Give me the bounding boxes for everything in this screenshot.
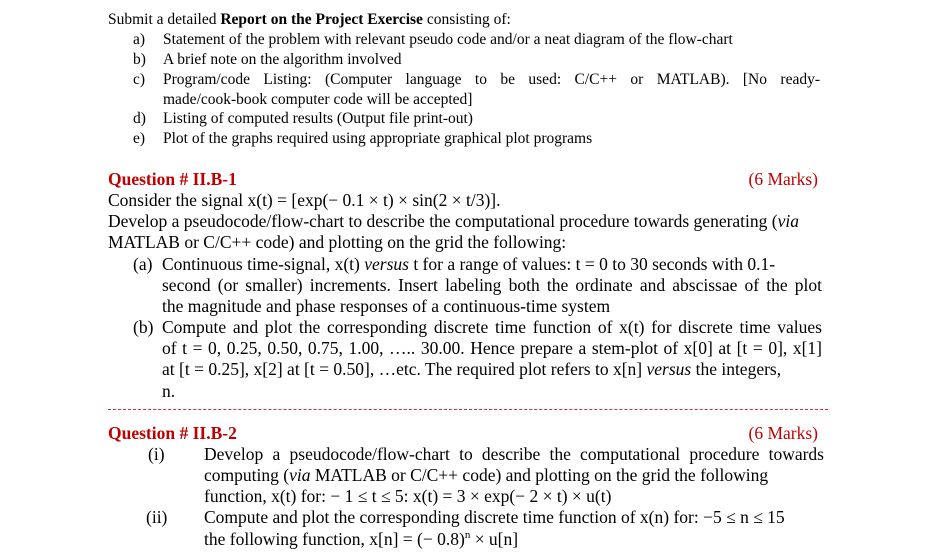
text: MATLAB	[108, 232, 180, 252]
part-i-label: (i)	[148, 444, 165, 464]
submit-item-text: made/cook-book computer code will be accepted]	[163, 91, 473, 108]
text: computing (	[204, 465, 290, 485]
part-a-line-1	[162, 256, 775, 274]
text: t for a range of values: t = 0 to 30 seconds with 0.1-	[408, 254, 776, 274]
part-i-line-2	[204, 467, 768, 485]
text: MATLAB or C/C++ code) and plotting on the grid the following	[310, 465, 769, 485]
text-italic: versus	[364, 254, 409, 274]
submit-intro	[108, 12, 511, 28]
submit-item-text: Plot of the graphs required using appropriate graphical plot programs	[163, 130, 593, 147]
submit-item-label: a)	[133, 31, 146, 48]
part-b-label: (b)	[133, 317, 154, 337]
part-b-line-1: Compute and plot the corresponding discrete time function of x(t) for discrete time values	[162, 317, 822, 337]
part-ii-label: (ii)	[146, 507, 168, 527]
text: at [t = 0.25], x[2] at [t = 0.50], …etc. The required plot refers to x[n]	[162, 359, 647, 379]
question-1-title: Question # II.B-1	[108, 169, 237, 189]
text: the following function, x[n] = (− 0.8)	[204, 528, 465, 549]
part-b-line-4: n.	[162, 381, 176, 401]
text: or C/C++ code) and plotting on the grid the following:	[179, 232, 567, 252]
submit-item-label: d)	[133, 110, 146, 127]
text: the integers,	[691, 359, 782, 379]
superscript: n	[464, 529, 471, 541]
text: Continuous time-signal, x(t)	[162, 254, 365, 274]
question-2-title: Question # II.B-2	[108, 423, 237, 443]
part-ii-line-2	[204, 530, 518, 548]
submit-intro-prefix: Submit a detailed	[108, 11, 221, 28]
submit-intro-bold: Report on the Project Exercise	[220, 11, 423, 28]
part-a-line-2: second (or smaller) increments. Insert labeling both the ordinate and abscissae of the plot	[162, 275, 822, 295]
submit-intro-suffix: consisting of:	[422, 11, 511, 28]
text: × u[n]	[470, 528, 519, 549]
section-divider	[108, 409, 828, 410]
question-1-marks: (6 Marks)	[748, 169, 818, 189]
part-b-line-3	[162, 361, 781, 379]
submit-item-text: Statement of the problem with relevant pseudo code and/or a neat diagram of the flow-chart	[163, 31, 733, 48]
submit-item-text: Listing of computed results (Output file print-out)	[163, 110, 473, 127]
part-b-line-2: of t = 0, 0.25, 0.50, 0.75, 1.00, ….. 30.00. Hence prepare a stem-plot of x[0] at [t = 0], x[1]	[162, 338, 822, 358]
text-italic: versus	[646, 359, 692, 379]
submit-item-text: Program/code Listing: (Computer language to be used: C/C++ or MATLAB). [No ready-	[163, 71, 820, 88]
submit-item-text: A brief note on the algorithm involved	[163, 51, 402, 68]
question-1-develop-line	[108, 213, 799, 231]
question-1-signal: Consider the signal x(t) = [exp(− 0.1 × t) × sin(2 × t/3)].	[108, 190, 501, 210]
submit-item-label: b)	[133, 51, 146, 68]
part-a-line-3: the magnitude and phase responses of a continuous-time system	[162, 296, 611, 316]
submit-item-label: c)	[133, 71, 146, 88]
part-i-line-3: function, x(t) for: − 1 ≤ t ≤ 5: x(t) = 3 × exp(− 2 × t) × u(t)	[204, 486, 612, 506]
text: Develop a pseudocode/flow-chart to describe the computational procedure towards generating (	[108, 211, 778, 231]
question-1-develop-line-2	[108, 234, 566, 252]
part-ii-line-1: Compute and plot the corresponding discrete time function of x(n) for: −5 ≤ n ≤ 15	[204, 507, 785, 527]
part-a-label: (a)	[133, 254, 153, 274]
text-italic: via	[777, 211, 799, 231]
part-i-line-1: Develop a pseudocode/flow-chart to describe the computational procedure towards	[204, 444, 824, 464]
text-italic: via	[289, 465, 311, 485]
submit-item-label: e)	[133, 130, 146, 147]
question-2-marks: (6 Marks)	[748, 423, 818, 443]
